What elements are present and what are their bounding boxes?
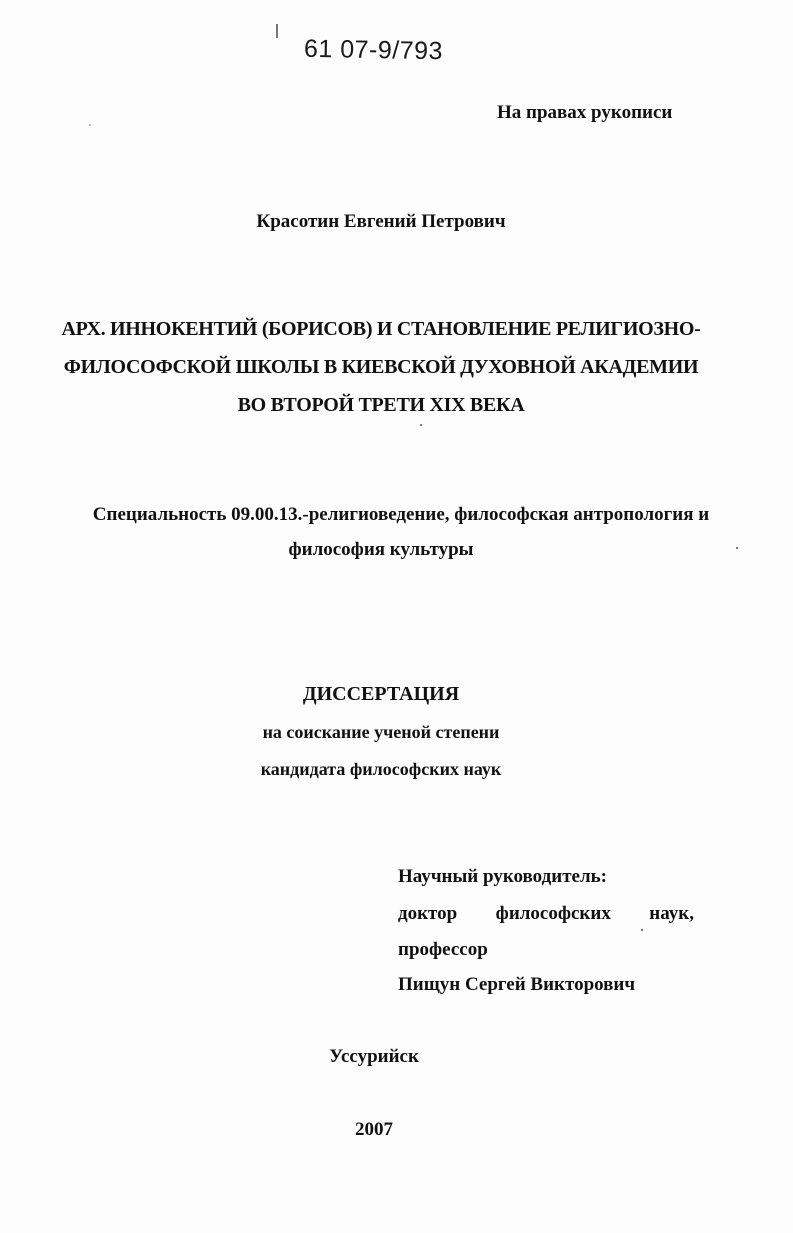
supervisor-degree-word: наук, [649, 903, 694, 924]
thesis-title-line: АРХ. ИННОКЕНТИЙ (БОРИСОВ) И СТАНОВЛЕНИЕ РЕЛИГИОЗНО- [61, 318, 701, 340]
stamp-mark [276, 24, 278, 38]
scan-speck [89, 124, 91, 126]
dissertation-heading: ДИССЕРТАЦИЯ [302, 683, 460, 705]
thesis-title-line: ВО ВТОРОЙ ТРЕТИ XIX ВЕКА [237, 394, 525, 416]
author-name: Красотин Евгений Петрович [256, 211, 506, 232]
supervisor-rank: профессор [398, 939, 488, 960]
scan-speck [641, 929, 643, 931]
city: Уссурийск [329, 1046, 419, 1067]
scan-speck [736, 547, 738, 549]
specialty-line: Специальность 09.00.13.-религиоведение, философская антропология и [92, 504, 710, 525]
scan-speck [420, 424, 422, 426]
degree-purpose-line: на соискание ученой степени [262, 722, 500, 742]
specialty-line: философия культуры [288, 539, 474, 560]
supervisor-degree [398, 903, 694, 925]
supervisor-degree-word: философских [495, 903, 611, 924]
degree-purpose-line: кандидата философских наук [260, 759, 502, 779]
year: 2007 [355, 1119, 393, 1140]
thesis-title-line: ФИЛОСОФСКОЙ ШКОЛЫ В КИЕВСКОЙ ДУХОВНОЙ АКАДЕМИИ [63, 356, 699, 378]
archive-stamp: 61 07-9/793 [303, 34, 444, 66]
rights-notice: На правах рукописи [497, 102, 673, 123]
supervisor-degree-word: доктор [398, 903, 458, 924]
supervisor-label: Научный руководитель: [398, 866, 607, 887]
supervisor-name: Пищун Сергей Викторович [398, 974, 636, 995]
